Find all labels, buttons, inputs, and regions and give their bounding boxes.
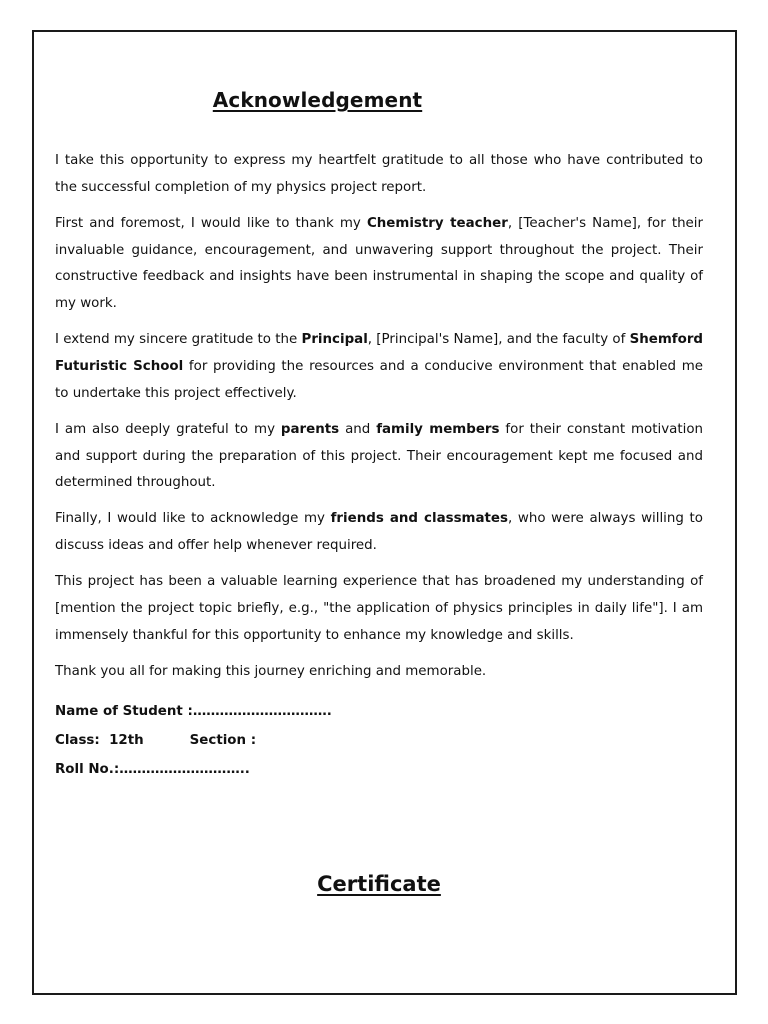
paragraph-principal	[55, 327, 703, 407]
class-section-line	[55, 729, 332, 758]
class-label: Class: 12th	[55, 733, 144, 748]
bold-family-members: family members	[376, 421, 500, 437]
paragraph-parents	[55, 417, 703, 497]
paragraph-text: Thank you all for making this journey enriching and memorable.	[55, 663, 487, 679]
bold-parents: parents	[280, 421, 340, 437]
roll-number-line: Roll No.:………………………..	[55, 762, 250, 777]
paragraph-text: for their constant motivation and support during the preparation of this project. Their encouragement kept me focused and determined throughout.	[55, 421, 703, 491]
paragraph-text: , who were always willing to discuss ideas and offer help whenever required.	[55, 511, 703, 554]
bold-chemistry-teacher: Chemistry teacher	[366, 215, 508, 231]
paragraph-text: I am also deeply grateful to my	[55, 421, 281, 437]
student-details	[55, 700, 332, 787]
paragraph-learning	[55, 569, 703, 649]
paragraph-text: , [Teacher's Name], for their invaluable guidance, encouragement, and unwavering support throughout the project. Their constructive feedback and insights have been instrumental in shaping the scope and quality of my work.	[55, 215, 704, 312]
section-label: Section :	[189, 733, 257, 748]
paragraph-text: I take this opportunity to express my heartfelt gratitude to all those who have contributed to the successful completion of my physics project report.	[55, 153, 703, 195]
bold-friends-classmates: friends and classmates	[330, 511, 508, 527]
student-name-line: Name of Student :………………………….	[55, 704, 332, 719]
paragraph-text: for providing the resources and a conducive environment that enabled me to undertake this project effectively.	[55, 358, 703, 401]
paragraph-text: , [Principal's Name], and the faculty of	[367, 332, 630, 348]
paragraph-gratitude	[55, 148, 703, 201]
acknowledgement-title: Acknowledgement	[212, 88, 423, 112]
paragraph-teacher	[55, 211, 703, 318]
paragraph-text: and	[339, 421, 377, 437]
bold-school-name: Shemford Futuristic School	[55, 332, 704, 374]
paragraph-text: Finally, I would like to acknowledge my	[55, 511, 331, 527]
acknowledgement-body	[55, 148, 703, 695]
bold-principal: Principal	[301, 332, 368, 348]
paragraph-text: First and foremost, I would like to thank my	[55, 215, 367, 231]
paragraph-text: I extend my sincere gratitude to the	[55, 332, 302, 348]
certificate-title: Certificate	[317, 872, 441, 896]
paragraph-friends	[55, 506, 703, 559]
paragraph-thanks	[55, 659, 703, 686]
paragraph-text: This project has been a valuable learning experience that has broadened my understanding of [mention the project topic briefly, e.g., "the application of physics principles in daily life"]. I am immensely thankful for this opportunity to enhance my knowledge and skills.	[55, 574, 703, 643]
